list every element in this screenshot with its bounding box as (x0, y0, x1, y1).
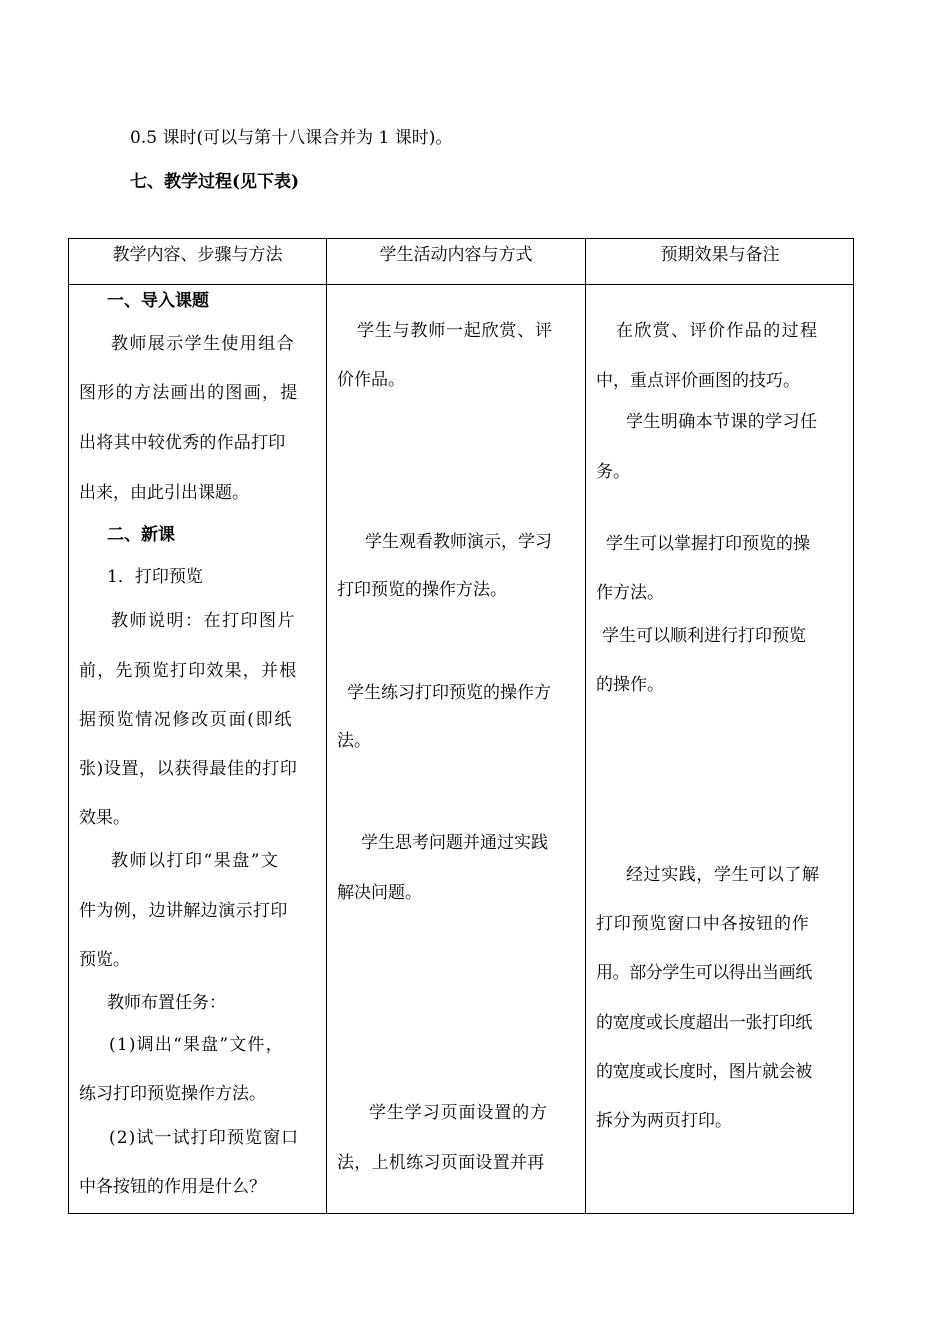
header-divider (69, 284, 853, 285)
text-line: 法，上机练习页面设置并再 (337, 1153, 545, 1173)
text-line: 的宽度或长度超出一张打印纸 (596, 1013, 812, 1033)
text-line: 中，重点评价画图的技巧。 (596, 371, 800, 391)
text-line: 学生明确本节课的学习任 (626, 412, 818, 432)
text-line: 的宽度或长度时，图片就会被 (596, 1062, 812, 1082)
text-line: 法。 (337, 731, 371, 751)
text-line: 打印预览的操作方法。 (337, 580, 507, 600)
text-line: 教师展示学生使用组合 (111, 334, 295, 354)
item-print-preview: 1．打印预览 (107, 567, 203, 587)
text-line: 学生可以掌握打印预览的操 (606, 534, 810, 554)
text-line: 经过实践，学生可以了解 (626, 865, 820, 885)
heading-intro: 一、导入课题 (107, 291, 209, 311)
column-divider (585, 239, 586, 1213)
text-line: 教师以打印“果盘”文 (111, 851, 280, 871)
text-line: 学生练习打印预览的操作方 (347, 683, 551, 703)
text-line: 出将其中较优秀的作品打印 (79, 433, 286, 453)
column-divider (326, 239, 327, 1213)
text-line: 学生与教师一起欣赏、评 (357, 321, 553, 341)
text-line: 拆分为两页打印。 (596, 1111, 732, 1131)
header-expected-effect: 预期效果与备注 (660, 245, 780, 265)
text-line: 前，先预览打印效果，并根 (79, 661, 298, 681)
text-line: 练习打印预览操作方法。 (79, 1084, 266, 1104)
text-line: 中各按钮的作用是什么？ (79, 1177, 266, 1197)
text-line: 的操作。 (596, 675, 664, 695)
text-line: 学生可以顺利进行打印预览 (602, 626, 806, 646)
text-line: 务。 (596, 462, 630, 482)
text-line: (1)调出“果盘”文件， (109, 1035, 284, 1055)
text-line: 学生学习页面设置的方 (369, 1103, 548, 1123)
header-teaching-content: 教学内容、步骤与方法 (112, 245, 283, 265)
text-line: (2)试一试打印预览窗口 (109, 1128, 300, 1148)
text-line: 图形的方法画出的图画，提 (79, 383, 299, 403)
text-line: 打印预览窗口中各按钮的作 (596, 914, 810, 934)
header-student-activity: 学生活动内容与方式 (379, 245, 533, 265)
text-line: 张)设置，以获得最佳的打印 (79, 759, 298, 779)
text-line: 件为例，边讲解边演示打印 (79, 901, 288, 921)
text-line: 教师布置任务： (107, 993, 226, 1013)
text-line: 学生观看教师演示，学习 (365, 532, 552, 552)
text-line: 用。部分学生可以得出当画纸 (596, 963, 812, 983)
text-line: 在欣赏、评价作品的过程 (616, 321, 819, 341)
text-line: 据预览情况修改页面(即纸 (79, 710, 294, 730)
text-line: 作方法。 (596, 583, 664, 603)
text-line: 价作品。 (337, 370, 405, 390)
text-line: 预览。 (79, 950, 130, 970)
text-line: 效果。 (79, 808, 130, 828)
text-line: 解决问题。 (337, 883, 422, 903)
heading-new-lesson: 二、新课 (107, 525, 175, 545)
section-heading: 七、教学过程(见下表) (130, 172, 300, 192)
intro-line: 0.5 课时(可以与第十八课合并为 1 课时)。 (130, 128, 453, 148)
text-line: 出来，由此引出课题。 (79, 483, 249, 503)
text-line: 学生思考问题并通过实践 (361, 833, 548, 853)
teaching-process-table (68, 238, 854, 1214)
text-line: 教师说明：在打印图片 (111, 611, 296, 631)
